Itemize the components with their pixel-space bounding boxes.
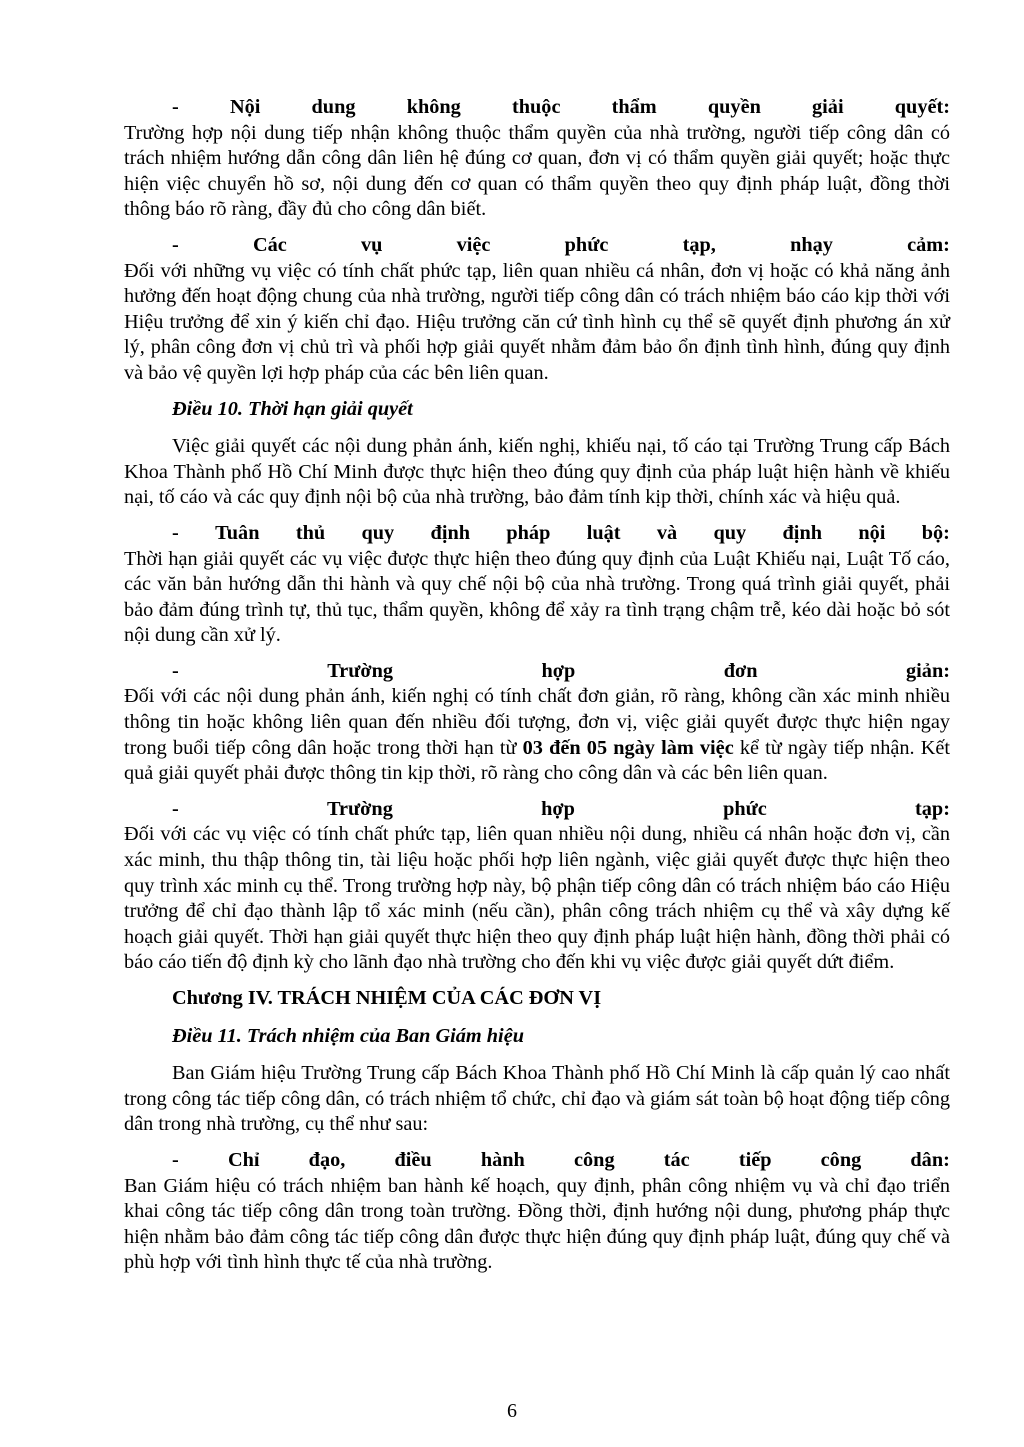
article-10-intro: Việc giải quyết các nội dung phản ánh, kiến nghị, khiếu nại, tố cáo tại Trường Trung cấp Bách Khoa Thành phố Hồ Chí Minh được thực hiện theo đúng quy định của pháp luật hiện hành về khiếu nại, tố cáo và các quy định nội bộ của nhà trường, bảo đảm tính kịp thời, chính xác và hiệu quả. — [124, 435, 950, 509]
heading-word: giải — [812, 96, 844, 118]
heading-word: phức — [723, 797, 767, 820]
heading-word: việc — [456, 233, 491, 256]
heading-word: định — [782, 521, 823, 544]
section-body-simple-case — [124, 684, 950, 786]
heading-word: đơn — [723, 659, 758, 682]
heading-word: vụ — [361, 233, 383, 256]
heading-word: quy — [361, 521, 395, 544]
heading-word: thuộc — [511, 96, 561, 118]
heading-word: hợp — [541, 659, 576, 682]
heading-word: - — [172, 659, 179, 682]
body-text: kể từ ngày tiếp nhận. Kết quả giải quyết phải được thông tin kịp thời, rõ ràng cho công dân và các bên liên quan. — [124, 736, 950, 785]
section-body-complex-sensitive: Đối với những vụ việc có tính chất phức tạp, liên quan nhiều cá nhân, đơn vị hoặc có khả năng ảnh hưởng đến hoạt động chung của nhà trường, người tiếp công dân có trách nhiệm báo cáo kịp thời với Hiệu trưởng để xin ý kiến chỉ đạo. Hiệu trưởng căn cứ tình hình cụ thể sẽ quyết định phương án xử lý, phân công đơn vị chủ trì và phối hợp giải quyết nhằm đảm bảo ổn định tình hình, đúng quy định và bảo vệ quyền lợi hợp pháp của các bên liên quan. — [124, 259, 950, 384]
heading-word: Chỉ — [227, 1148, 260, 1171]
heading-word: hành — [480, 1148, 525, 1171]
section-body-complex-case: Đối với các vụ việc có tính chất phức tạp, liên quan nhiều nội dung, nhiều cá nhân hoặc đơn vị, cần xác minh, thu thập thông tin, tài liệu hoặc phối hợp liên ngành, việc giải quyết được thực hiện theo quy trình xác minh cụ thể. Trong trường hợp này, bộ phận tiếp công dân có trách nhiệm báo cáo Hiệu trưởng để chỉ đạo thành lập tổ xác minh (nếu cần), phân công trách nhiệm cụ thể và xây dựng kế hoạch giải quyết. Thời hạn giải quyết thực hiện theo quy định pháp luật hiện hành, đồng thời phải có báo cáo tiến độ định kỳ cho lãnh đạo nhà trường cho đến khi vụ việc được giải quyết dứt điểm. — [124, 823, 950, 974]
heading-word: phức — [564, 233, 609, 256]
heading-word: tạp: — [915, 797, 950, 820]
heading-word: - — [172, 521, 179, 544]
heading-word: - — [172, 233, 179, 256]
heading-word: pháp — [506, 521, 551, 544]
article-10-title: Điều 10. Thời hạn giải quyết — [172, 397, 413, 420]
heading-word: thẩm — [611, 96, 657, 118]
heading-word: tác — [663, 1148, 690, 1171]
heading-word: hợp — [541, 797, 575, 820]
heading-word: dân: — [910, 1148, 950, 1171]
heading-word: định — [430, 521, 471, 544]
section-heading-compliance — [124, 521, 950, 547]
heading-word: quyết: — [894, 96, 950, 118]
deadline-emphasis: 03 đến 05 ngày làm việc — [522, 736, 734, 759]
heading-word: giản: — [906, 659, 950, 682]
section-heading-direction — [124, 1148, 950, 1174]
section-body-direction: Ban Giám hiệu có trách nhiệm ban hành kế hoạch, quy định, phân công nhiệm vụ và chỉ đạo triển khai công tác tiếp công dân trong toàn trường. Đồng thời, định hướng nội dung, phương pháp thực hiện nhằm bảo đảm công tác tiếp công dân được thực hiện đúng quy định pháp luật, đúng quy chế và phù hợp với tình hình thực tế của nhà trường. — [124, 1174, 950, 1274]
article-11-intro: Ban Giám hiệu Trường Trung cấp Bách Khoa Thành phố Hồ Chí Minh là cấp quản lý cao nhất trong công tác tiếp công dân, có trách nhiệm tổ chức, chỉ đạo và giám sát toàn bộ hoạt động tiếp công dân trong nhà trường, cụ thể như sau: — [124, 1062, 950, 1136]
heading-word: đạo, — [308, 1148, 346, 1171]
heading-word: Nội — [229, 96, 261, 118]
heading-word: - — [172, 797, 179, 820]
heading-word: Các — [252, 233, 287, 256]
heading-word: không — [406, 96, 461, 118]
heading-word: cảm: — [907, 233, 950, 256]
heading-word: bộ: — [921, 521, 950, 544]
body-text: Đối với các nội dung phản ánh, kiến nghị có tính chất đơn giản, rõ ràng, không cần xác minh nhiều thông tin hoặc không liên quan đến nhiều đối tượng, đơn vị, việc giải quyết được thực hiện ngay trong buổi tiếp công dân hoặc trong thời hạn từ — [124, 685, 950, 759]
heading-word: - — [172, 1148, 179, 1171]
chapter-4-title: Chương IV. TRÁCH NHIỆM CỦA CÁC ĐƠN VỊ — [172, 987, 602, 1009]
heading-word: quy — [713, 521, 747, 544]
heading-word: tiếp — [738, 1148, 772, 1171]
section-heading-complex-case — [124, 797, 950, 823]
heading-word: Trường — [327, 659, 394, 682]
article-11-title: Điều 11. Trách nhiệm của Ban Giám hiệu — [172, 1024, 524, 1047]
document-page — [124, 95, 950, 1286]
section-heading-complex-sensitive — [124, 233, 950, 259]
heading-word: và — [656, 521, 678, 544]
heading-word: công — [820, 1148, 862, 1171]
heading-word: - — [172, 96, 179, 118]
heading-word: Trường — [326, 797, 393, 820]
section-heading-out-of-jurisdiction — [124, 95, 950, 121]
heading-word: nội — [858, 521, 886, 544]
heading-word: công — [574, 1148, 615, 1171]
section-heading-simple-case — [124, 659, 950, 685]
heading-word: tạp, — [682, 233, 716, 256]
page-number: 6 — [507, 1400, 517, 1422]
heading-word: Tuân — [215, 521, 260, 544]
section-body-compliance: Thời hạn giải quyết các vụ việc được thực hiện theo đúng quy định của Luật Khiếu nại, Luật Tố cáo, các văn bản hướng dẫn thi hành và quy chế nội bộ của nhà trường. Trong quá trình giải quyết, phải bảo đảm đúng trình tự, thủ tục, thẩm quyền, không để xảy ra tình trạng chậm trễ, kéo dài hoặc bỏ sót nội dung cần xử lý. — [124, 547, 950, 647]
heading-word: luật — [586, 521, 621, 544]
heading-word: quyền — [707, 96, 761, 118]
heading-word: điều — [394, 1148, 432, 1171]
section-body-out-of-jurisdiction: Trường hợp nội dung tiếp nhận không thuộc thẩm quyền của nhà trường, người tiếp công dân có trách nhiệm hướng dẫn công dân liên hệ đúng cơ quan, đơn vị có thẩm quyền giải quyết; hoặc thực hiện việc chuyển hồ sơ, nội dung đến cơ quan có thẩm quyền theo quy định pháp luật, đồng thời thông báo rõ ràng, đầy đủ cho công dân biết. — [124, 121, 950, 221]
heading-word: nhạy — [790, 233, 833, 256]
heading-word: dung — [311, 96, 356, 118]
heading-word: thủ — [295, 521, 326, 544]
